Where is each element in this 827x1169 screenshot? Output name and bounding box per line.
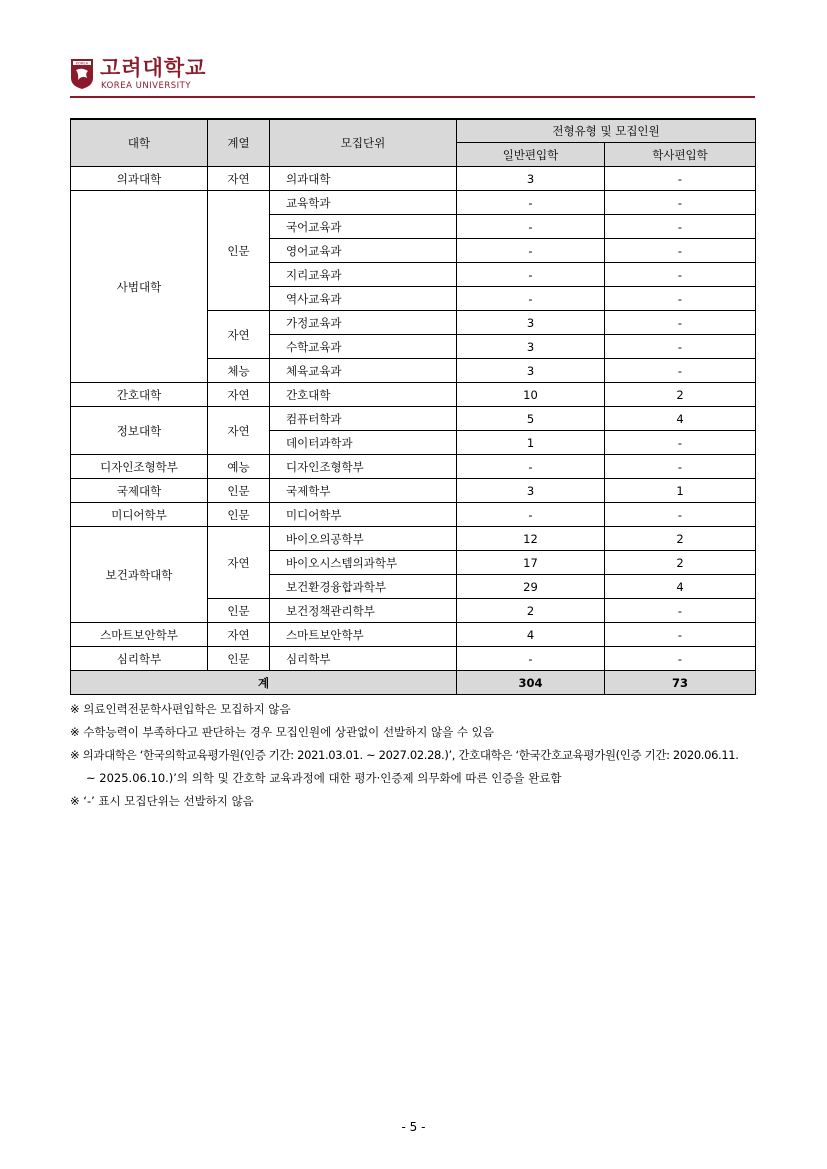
unit-cell: 의과대학 — [270, 167, 457, 191]
college-cell: 미디어학부 — [71, 503, 208, 527]
bachelor-cell: - — [605, 287, 756, 311]
unit-cell: 가정교육과 — [270, 311, 457, 335]
general-cell: 3 — [457, 311, 605, 335]
bachelor-cell: 4 — [605, 407, 756, 431]
unit-cell: 지리교육과 — [270, 263, 457, 287]
shield-text: KOREA — [75, 61, 89, 66]
header-unit: 모집단위 — [270, 119, 457, 167]
university-name: 고려대학교 — [100, 56, 207, 80]
header-divider — [70, 96, 755, 98]
general-cell: 3 — [457, 167, 605, 191]
bachelor-cell: 2 — [605, 383, 756, 407]
unit-cell: 체육교육과 — [270, 359, 457, 383]
field-cell: 자연 — [208, 311, 270, 359]
general-cell: 17 — [457, 551, 605, 575]
general-cell: - — [457, 503, 605, 527]
general-cell: - — [457, 287, 605, 311]
bachelor-cell: - — [605, 647, 756, 671]
field-cell: 인문 — [208, 191, 270, 311]
unit-cell: 데이터과학과 — [270, 431, 457, 455]
college-cell: 보건과학대학 — [71, 527, 208, 623]
total-bachelor: 73 — [605, 671, 756, 695]
total-label: 계 — [71, 671, 457, 695]
total-row — [71, 671, 756, 695]
bachelor-cell: - — [605, 359, 756, 383]
general-cell: 10 — [457, 383, 605, 407]
field-cell: 자연 — [208, 527, 270, 599]
bachelor-cell: - — [605, 455, 756, 479]
table-row — [71, 191, 756, 215]
unit-cell: 국제학부 — [270, 479, 457, 503]
bachelor-cell: 1 — [605, 479, 756, 503]
college-cell: 간호대학 — [71, 383, 208, 407]
bachelor-cell: 2 — [605, 551, 756, 575]
field-cell: 인문 — [208, 479, 270, 503]
unit-cell: 보건환경융합과학부 — [270, 575, 457, 599]
general-cell: 4 — [457, 623, 605, 647]
general-cell: 12 — [457, 527, 605, 551]
page-number: - 5 - — [401, 1120, 426, 1134]
field-cell: 자연 — [208, 623, 270, 647]
university-shield-icon — [70, 58, 94, 90]
general-cell: - — [457, 455, 605, 479]
general-cell: 3 — [457, 335, 605, 359]
note-item: ※ ‘-’ 표시 모집단위는 선발하지 않음 — [70, 794, 254, 808]
bachelor-cell: 4 — [605, 575, 756, 599]
note-item: ※ 수학능력이 부족하다고 판단하는 경우 모집인원에 상관없이 선발하지 않을 수 있음 — [70, 725, 494, 739]
college-cell: 정보대학 — [71, 407, 208, 455]
general-cell: 3 — [457, 359, 605, 383]
college-cell: 심리학부 — [71, 647, 208, 671]
unit-cell: 보건정책관리학부 — [270, 599, 457, 623]
table-row — [71, 527, 756, 551]
general-cell: - — [457, 191, 605, 215]
general-cell: 3 — [457, 479, 605, 503]
general-cell: - — [457, 215, 605, 239]
unit-cell: 바이오의공학부 — [270, 527, 457, 551]
unit-cell: 디자인조형학부 — [270, 455, 457, 479]
bachelor-cell: - — [605, 335, 756, 359]
college-cell: 스마트보안학부 — [71, 623, 208, 647]
field-cell: 인문 — [208, 503, 270, 527]
general-cell: 5 — [457, 407, 605, 431]
note-item-continuation: ~ 2025.06.10.)’의 의학 및 간호학 교육과정에 대한 평가·인증제 의무화에 따른 인증을 완료함 — [86, 771, 562, 785]
field-cell: 자연 — [208, 383, 270, 407]
unit-cell: 간호대학 — [270, 383, 457, 407]
general-cell: 29 — [457, 575, 605, 599]
bachelor-cell: - — [605, 311, 756, 335]
header-college: 대학 — [71, 119, 208, 167]
general-cell: 1 — [457, 431, 605, 455]
field-cell: 인문 — [208, 599, 270, 623]
field-cell: 인문 — [208, 647, 270, 671]
admission-quota-table — [70, 118, 756, 695]
general-cell: - — [457, 647, 605, 671]
table-row — [71, 383, 756, 407]
unit-cell: 심리학부 — [270, 647, 457, 671]
unit-cell: 교육학과 — [270, 191, 457, 215]
bachelor-cell: 2 — [605, 527, 756, 551]
university-name-en: KOREA UNIVERSITY — [101, 81, 192, 91]
bachelor-cell: - — [605, 239, 756, 263]
college-cell: 국제대학 — [71, 479, 208, 503]
unit-cell: 국어교육과 — [270, 215, 457, 239]
college-cell: 의과대학 — [71, 167, 208, 191]
college-cell: 사범대학 — [71, 191, 208, 383]
bachelor-cell: - — [605, 215, 756, 239]
field-cell: 자연 — [208, 407, 270, 455]
unit-cell: 미디어학부 — [270, 503, 457, 527]
bachelor-cell: - — [605, 623, 756, 647]
bachelor-cell: - — [605, 191, 756, 215]
total-general: 304 — [457, 671, 605, 695]
unit-cell: 역사교육과 — [270, 287, 457, 311]
note-item: ※ 의료인력전문학사편입학은 모집하지 않음 — [70, 702, 291, 716]
general-cell: - — [457, 239, 605, 263]
header-general-transfer: 일반편입학 — [457, 143, 605, 167]
unit-cell: 영어교육과 — [270, 239, 457, 263]
table-row — [71, 167, 756, 191]
table-row — [71, 503, 756, 527]
field-cell: 체능 — [208, 359, 270, 383]
general-cell: 2 — [457, 599, 605, 623]
unit-cell: 컴퓨터학과 — [270, 407, 457, 431]
bachelor-cell: - — [605, 599, 756, 623]
unit-cell: 바이오시스템의과학부 — [270, 551, 457, 575]
header-bachelor-transfer: 학사편입학 — [605, 143, 756, 167]
bachelor-cell: - — [605, 503, 756, 527]
table-row — [71, 647, 756, 671]
bachelor-cell: - — [605, 431, 756, 455]
table-row — [71, 407, 756, 431]
field-cell: 예능 — [208, 455, 270, 479]
table-row — [71, 479, 756, 503]
table-row — [71, 623, 756, 647]
field-cell: 자연 — [208, 167, 270, 191]
notes-section — [70, 698, 760, 813]
page-header — [70, 56, 755, 98]
note-item: ※ 의과대학은 ‘한국의학교육평가원(인증 기간: 2021.03.01. ~ 2027.02.28.)’, 간호대학은 ‘한국간호교육평가원(인증 기간: 2020.06.11. — [70, 748, 739, 762]
table-row — [71, 455, 756, 479]
unit-cell: 스마트보안학부 — [270, 623, 457, 647]
header-field: 계열 — [208, 119, 270, 167]
bachelor-cell: - — [605, 167, 756, 191]
unit-cell: 수학교육과 — [270, 335, 457, 359]
general-cell: - — [457, 263, 605, 287]
header-admission-group: 전형유형 및 모집인원 — [457, 119, 756, 143]
college-cell: 디자인조형학부 — [71, 455, 208, 479]
bachelor-cell: - — [605, 263, 756, 287]
